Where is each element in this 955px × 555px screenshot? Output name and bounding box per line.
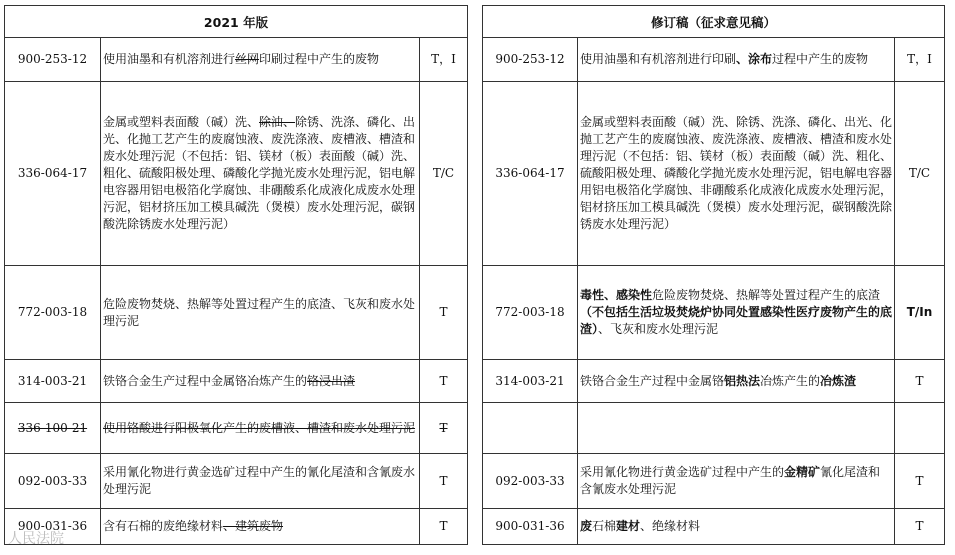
table-row [5, 38, 945, 82]
description-text: 使用油墨和有机溶剂进行 [103, 52, 236, 66]
description-text: 采用氰化物进行黄金选矿过程中产生的氰化尾渣和含氰废水处理污泥 [103, 465, 416, 496]
right-hazard-category-text: T [915, 373, 924, 388]
added-text: 金精矿 [784, 465, 821, 479]
left-hazard-category [420, 360, 468, 403]
right-waste-code [483, 360, 578, 403]
right-waste-description [578, 360, 895, 403]
left-waste-code-text: 314-003-21 [17, 373, 88, 388]
left-hazard-category [420, 454, 468, 509]
left-waste-description [101, 266, 420, 360]
column-gap [468, 360, 483, 403]
right-hazard-category [895, 82, 945, 266]
column-gap [468, 38, 483, 82]
right-waste-code-text: 900-031-36 [495, 519, 565, 533]
right-waste-description [578, 266, 895, 360]
description-text: 金属或塑料表面酸（碱）洗、 [103, 115, 260, 129]
right-waste-code [483, 38, 578, 82]
right-waste-description [578, 82, 895, 266]
right-waste-code [483, 454, 578, 509]
left-waste-code [5, 38, 101, 82]
right-hazard-category-text: T/In [906, 305, 933, 319]
column-gap [468, 454, 483, 509]
left-hazard-category-text: T [439, 373, 448, 388]
right-hazard-category-text: T，I [907, 52, 932, 66]
description-text: 印刷过程中产生的废物 [259, 52, 380, 66]
table-row-deleted [5, 403, 945, 454]
right-waste-code-text: 314-003-21 [495, 373, 565, 388]
right-hazard-category [895, 454, 945, 509]
right-hazard-category-text: T [915, 473, 924, 488]
right-waste-code-text: 772-003-18 [495, 305, 565, 319]
description-text: 冶炼产生的 [760, 373, 821, 388]
left-waste-code [5, 360, 101, 403]
left-hazard-category [420, 82, 468, 266]
left-hazard-category-text: T [439, 473, 448, 488]
description-text: 、绝缘材料 [640, 519, 701, 533]
right-waste-description [578, 38, 895, 82]
description-text: 使用油墨和有机溶剂进行印刷 [580, 52, 737, 66]
left-hazard-category [420, 403, 468, 454]
right-hazard-category [895, 509, 945, 545]
right-waste-code-text: 336-064-17 [495, 166, 565, 180]
added-text: 铝热法 [724, 373, 761, 388]
left-hazard-category [420, 266, 468, 360]
description-text: 采用氰化物进行黄金选矿过程中产生的 [580, 465, 785, 479]
left-waste-code [5, 82, 101, 266]
left-waste-code [5, 403, 101, 454]
right-waste-description [578, 403, 895, 454]
comparison-table [4, 5, 945, 545]
left-hazard-category-text: T，I [431, 52, 456, 66]
table-row [5, 82, 945, 266]
deleted-text: 丝网 [235, 52, 260, 66]
right-waste-code [483, 266, 578, 360]
column-gap [468, 266, 483, 360]
added-text: 建材 [616, 519, 641, 533]
right-hazard-category [895, 403, 945, 454]
left-hazard-category [420, 509, 468, 545]
header-2021-version: 2021 年版 [5, 6, 468, 38]
description-text: 铁铬合金生产过程中金属铬 [580, 373, 725, 388]
left-waste-description [101, 509, 420, 545]
left-waste-description [101, 82, 420, 266]
deleted-text: 除油、 [259, 115, 296, 129]
description-text: 危险废物焚烧、热解等处置过程产生的底渣 [652, 288, 881, 302]
right-hazard-category [895, 360, 945, 403]
right-waste-code-text: 900-253-12 [495, 52, 565, 66]
description-text: 含有石棉的废绝缘材料 [103, 519, 224, 533]
left-waste-code [5, 266, 101, 360]
table-row [5, 266, 945, 360]
added-text: 废 [580, 519, 593, 533]
description-text: 金属或塑料表面酸（碱）洗、除锈、洗涤、磷化、出光、化抛工艺产生的废腐蚀液、废洗涤液、废槽液、槽渣和废水处理污泥（不包括：铝、镁材（板）表面酸（碱）洗、粗化、硫酸阳极处理、磷酸化学抛光废水处理污泥，铝电解电容器用铝电极箔化学腐蚀、非硼酸系化成液化成废水处理污泥，铝材挤压加工模具碱洗（煲模）废水处理污泥，碳钢酸洗除锈废水处理污泥） [580, 115, 893, 231]
left-waste-code-text: 900-031-36 [17, 519, 88, 533]
right-waste-code [483, 403, 578, 454]
right-hazard-category [895, 38, 945, 82]
left-waste-code [5, 509, 101, 545]
header-revision-draft: 修订稿（征求意见稿） [483, 6, 945, 38]
left-hazard-category-text: T [439, 305, 448, 319]
added-text: 、涂布 [736, 52, 773, 66]
left-waste-code-text: 336-100-21 [17, 420, 88, 435]
left-waste-code-text: 900-253-12 [17, 52, 88, 66]
right-waste-description [578, 509, 895, 545]
right-hazard-category [895, 266, 945, 360]
column-gap [468, 403, 483, 454]
left-waste-description [101, 360, 420, 403]
left-waste-code-text: 772-003-18 [17, 305, 88, 319]
added-text: 毒性、感染性 [580, 288, 653, 302]
header-row [5, 6, 945, 38]
left-waste-code-text: 336-064-17 [17, 166, 88, 180]
left-waste-code [5, 454, 101, 509]
right-waste-code-text: 092-003-33 [495, 473, 565, 488]
table-row [5, 509, 945, 545]
description-text: 、飞灰和废水处理污泥 [598, 322, 719, 336]
left-waste-description [101, 403, 420, 454]
right-hazard-category-text: T [915, 519, 924, 533]
description-text: 氰化尾渣和含氰废水处理污泥 [580, 465, 881, 496]
description-text: 危险废物焚烧、热解等处置过程产生的底渣、飞灰和废水处理污泥 [103, 296, 416, 328]
left-hazard-category-text: T [439, 420, 448, 435]
description-text: 铁铬合金生产过程中金属铬冶炼产生的 [103, 373, 308, 388]
left-hazard-category-text: T/C [432, 166, 455, 180]
deleted-text: 铬浸出渣 [307, 373, 356, 388]
column-gap [468, 509, 483, 545]
table-row [5, 454, 945, 509]
column-gap [468, 82, 483, 266]
left-waste-description [101, 454, 420, 509]
right-waste-code [483, 82, 578, 266]
description-text: 除锈、洗涤、磷化、出光、化抛工艺产生的废腐蚀液、废洗涤液、废槽液、槽渣和废水处理污泥（不包括：铝、镁材（板）表面酸（碱）洗、粗化、硫酸阳极处理、磷酸化学抛光废水处理污泥，铝电解电容器用铝电极箔化学腐蚀、非硼酸系化成液化成废水处理污泥，铝材挤压加工模具碱洗（煲模）废水处理污泥，碳钢酸洗除锈废水处理污泥） [103, 115, 416, 231]
added-text: 冶炼渣 [820, 373, 857, 388]
left-waste-code-text: 092-003-33 [17, 473, 88, 488]
added-text: （不包括生活垃圾焚烧炉协同处置感染性医疗废物产生的底渣） [580, 305, 893, 336]
right-waste-code [483, 509, 578, 545]
left-hazard-category-text: T [439, 519, 448, 533]
right-waste-description [578, 454, 895, 509]
table-row [5, 360, 945, 403]
description-text: 石棉 [592, 519, 617, 533]
left-waste-description [101, 38, 420, 82]
deleted-text: 使用铬酸进行阳极氧化产生的废槽液、槽渣和废水处理污泥 [103, 420, 416, 435]
left-hazard-category [420, 38, 468, 82]
column-gap [468, 6, 483, 38]
deleted-text: 、建筑废物 [223, 519, 284, 533]
right-hazard-category-text: T/C [908, 166, 931, 180]
description-text: 过程中产生的废物 [772, 52, 869, 66]
watermark: 人民法院 [8, 531, 64, 547]
